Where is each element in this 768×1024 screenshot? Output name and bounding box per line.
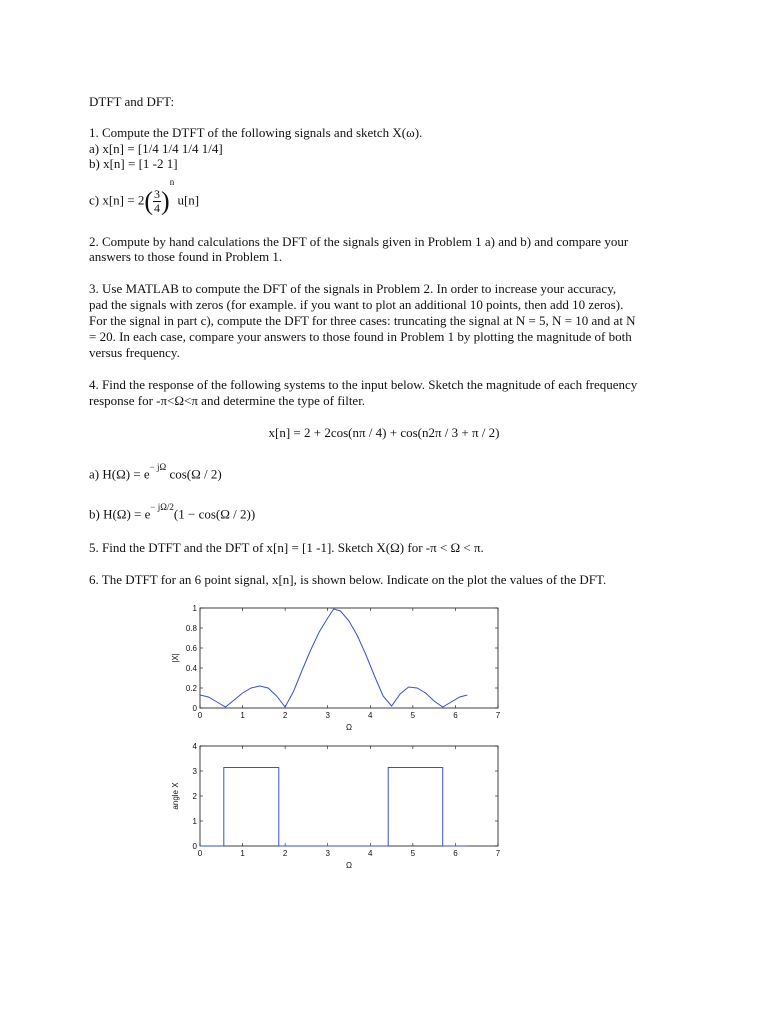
y-tick-label: 0.4 <box>185 664 197 673</box>
problem-4-a-exponent: − jΩ <box>149 462 167 472</box>
fraction-denominator: 4 <box>154 200 161 215</box>
x-tick-label: 5 <box>410 849 416 858</box>
y-tick-label: 0.6 <box>185 644 197 653</box>
y-axis-label: angle X <box>171 782 180 810</box>
x-tick-label: 3 <box>325 849 330 858</box>
problem-4-a-prefix: a) H(Ω) = e <box>89 466 150 482</box>
x-tick-label: 0 <box>197 711 203 720</box>
problem-3-line-4: = 20. In each case, compare your answers to those found in Problem 1 by plotting the magnitude of both <box>89 329 632 344</box>
x-tick-label: 2 <box>282 849 288 858</box>
problem-3-line-2: pad the signals with zeros (for example. if you want to plot an additional 10 points, then add 10 zeros). <box>89 297 624 312</box>
problem-4-line-1: 4. Find the response of the following systems to the input below. Sketch the magnitude of each frequency <box>89 377 638 392</box>
problem-4-b-exponent: − jΩ/2 <box>150 502 174 512</box>
plot-2-series-line <box>200 768 467 847</box>
problem-1-b: b) x[n] = [1 -2 1] <box>89 156 178 171</box>
y-tick-label: 1 <box>192 817 197 826</box>
problem-4-b-suffix: (1 − cos(Ω / 2)) <box>173 506 256 522</box>
problem-1-c: c) x[n] = 2( $\frac{3}{4}$ )$^n$ u[n] <box>89 177 200 216</box>
problem-5: 5. Find the DTFT and the DFT of x[n] = [1 -1]. Sketch X(Ω) for -π < Ω < π. <box>89 540 484 555</box>
problem-1-c-prefix: c) x[n] = 2 <box>89 192 145 208</box>
y-tick-label: 0.8 <box>185 624 197 633</box>
x-tick-label: 4 <box>368 711 373 720</box>
y-tick-label: 1 <box>192 604 197 613</box>
problem-3-line-1: 3. Use MATLAB to compute the DFT of the signals in Problem 2. In order to increase your accuracy, <box>89 281 617 296</box>
page-heading: DTFT and DFT: <box>89 94 175 109</box>
x-tick-label: 3 <box>325 711 330 720</box>
problem-1-c-suffix: u[n] <box>177 192 200 208</box>
x-tick-label: 1 <box>240 849 245 858</box>
plot-1-series-line <box>200 609 467 707</box>
x-tick-label: 7 <box>495 849 501 858</box>
problem-2-line-2: answers to those found in Problem 1. <box>89 249 283 264</box>
x-tick-label: 2 <box>282 711 288 720</box>
y-axis-label: |X| <box>171 653 180 663</box>
y-tick-label: 0 <box>192 704 197 713</box>
x-tick-label: 7 <box>495 711 501 720</box>
x-axis-label: Ω <box>346 861 352 870</box>
problem-3-line-5: versus frequency. <box>89 345 180 360</box>
x-axis-label: Ω <box>346 723 352 732</box>
problem-2-line-1: 2. Compute by hand calculations the DFT of the signals given in Problem 1 a) and b) and compare your <box>89 234 629 249</box>
y-tick-label: 0.2 <box>185 684 197 693</box>
x-tick-label: 6 <box>453 711 458 720</box>
x-tick-label: 6 <box>453 849 458 858</box>
x-tick-label: 0 <box>197 849 203 858</box>
x-tick-label: 5 <box>410 711 416 720</box>
problem-4-a-suffix: cos(Ω / 2) <box>169 466 222 482</box>
problem-1-a: a) x[n] = [1/4 1/4 1/4 1/4] <box>89 141 223 156</box>
y-tick-label: 2 <box>192 792 197 801</box>
problem-3-line-3: For the signal in part c), compute the DFT for three cases: truncating the signal at N = 5, N = 10 and at N <box>89 313 636 328</box>
problem-4-b-prefix: b) H(Ω) = e <box>89 506 151 522</box>
fraction-numerator: 3 <box>154 186 161 201</box>
y-tick-label: 4 <box>192 742 197 751</box>
problem-6: 6. The DTFT for an 6 point signal, x[n], is shown below. Indicate on the plot the values of the DFT. <box>89 572 607 587</box>
x-tick-label: 1 <box>240 711 245 720</box>
problem-4-line-2: response for -π<Ω<π and determine the type of filter. <box>89 393 366 408</box>
x-tick-label: 4 <box>368 849 373 858</box>
input-signal-equation: x[n] = 2 + 2cos(nπ / 4) + cos(n2π / 3 + π / 2) <box>268 425 500 440</box>
y-tick-label: 0 <box>192 842 197 851</box>
problem-1-intro: 1. Compute the DTFT of the following signals and sketch X(ω). <box>89 125 423 140</box>
exponent: n <box>169 177 175 187</box>
plot-1-frame <box>200 608 498 708</box>
y-tick-label: 3 <box>192 767 197 776</box>
plot-2-frame <box>200 746 498 846</box>
